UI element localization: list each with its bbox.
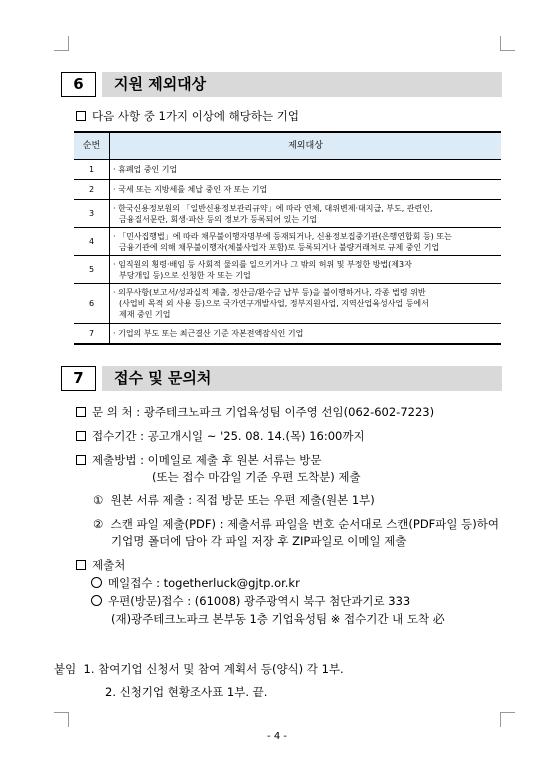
row-number: 4 [74, 228, 110, 256]
section-title: 지원 제외대상 [114, 75, 207, 93]
checkbox-icon [76, 560, 86, 570]
checkbox-icon [76, 455, 86, 465]
dest-email [91, 575, 300, 591]
row-number: 5 [74, 256, 110, 284]
row-number: 7 [74, 324, 110, 344]
dest-label: 제출처 [76, 557, 125, 573]
attachment-line-1: 붙임 1. 참여기업 신청서 및 참여 계획서 등(양식) 각 1부. [54, 662, 344, 676]
row-number: 6 [74, 284, 110, 324]
row-text-line: 금융질서문란, 회생·파산 등의 정보가 등록되어 있는 기업 [119, 214, 318, 224]
section-title-bar [102, 366, 502, 391]
row-text-line: (사업비 목적 외 사용 등)으로 국가연구개발사업, 정부지원사업, 지역산업육성사업 등에서 [119, 299, 429, 308]
checkbox-icon [76, 111, 86, 121]
bullet-circle-icon [91, 577, 102, 588]
row-text-line: 부당개입 등)으로 신청한 자 또는 기업 [119, 270, 251, 280]
row-text [110, 324, 502, 344]
section-number: 7 [61, 366, 96, 391]
attachment-line-2: 2. 신청기업 현황조사표 1부. 끝. [105, 685, 268, 699]
row-text [110, 228, 502, 256]
row-text [110, 160, 502, 180]
contact-line: 문 의 처 : 광주테크노파크 기업육성팀 이주영 선임(062-602-7223) [76, 404, 434, 420]
method-item-2: ② 스캔 파일 제출(PDF) : 제출서류 파일을 번호 순서대로 스캔(PDF파일 등)하여 [93, 517, 499, 531]
table-row [74, 324, 501, 344]
table-row [74, 200, 501, 228]
method-item-2-cont: 기업명 폴더에 담아 각 파일 저장 후 ZIP파일로 이메일 제출 [111, 534, 407, 548]
seal-glyph: 必 [432, 612, 445, 626]
bullet-circle-icon [91, 595, 102, 606]
method-line-2: (또는 접수 마감일 기준 우편 도착분) 제출 [152, 470, 361, 484]
table-header-row [74, 132, 501, 160]
row-text [110, 256, 502, 284]
row-text [110, 180, 502, 200]
row-text-line: · 한국신용정보원의 「일반신용정보관리규약」에 따라 연체, 대위변제·대지급, 부도, 관련인, [113, 203, 433, 213]
row-text-line: 금융기관에 의해 채무불이행자(체불사업자 포함)로 등록되거나 불량거래처로 규제 중인 기업 [119, 242, 440, 252]
table-row [74, 160, 501, 180]
crop-mark-bottom-left [54, 712, 69, 727]
section-6-header [61, 72, 502, 97]
row-number: 3 [74, 200, 110, 228]
table-row [74, 256, 501, 284]
row-text [110, 284, 502, 324]
section-title-bar [102, 72, 502, 97]
row-number: 1 [74, 160, 110, 180]
table-row [74, 180, 501, 200]
column-header-no: 순번 [74, 132, 110, 160]
method-line: 제출방법 : 이메일로 제출 후 원본 서류는 방문 [76, 452, 321, 468]
row-text-line: · 휴폐업 중인 기업 [113, 165, 178, 174]
crop-mark-top-right [500, 36, 515, 51]
checkbox-icon [76, 407, 86, 417]
table-row [74, 284, 501, 324]
exclusion-table [74, 131, 501, 345]
crop-mark-bottom-right [500, 712, 515, 727]
method-item-1: ① 원본 서류 제출 : 직접 방문 또는 우편 제출(원본 1부) [93, 493, 375, 507]
row-text-line: · 국세 또는 지방세를 체납 중인 자 또는 기업 [113, 185, 268, 194]
dest-post-2: (재)광주테크노파크 본부동 1층 기업육성팀 ※ 접수기간 내 도착 必 [111, 612, 445, 626]
checkbox-icon [76, 431, 86, 441]
email-link[interactable]: 메일접수 : togetherluck@gjtp.or.kr [108, 576, 300, 590]
page-number: - 4 - [267, 731, 287, 742]
section-number: 6 [61, 72, 96, 97]
row-text-line: · 기업의 부도 또는 최근결산 기준 자본전액잠식인 기업 [113, 328, 304, 338]
row-text-line: · 임직원의 횡령·배임 등 사회적 물의를 일으키거나 그 밖의 허위 및 부정한 방법(제3자 [113, 259, 412, 269]
crop-mark-top-left [54, 36, 69, 51]
row-text-line: · 의무사항(보고서/성과실적 제출, 정산금/환수금 납부 등)을 불이행하거나, 각종 법령 위반 [113, 288, 426, 297]
exclusion-intro: 다음 사항 중 1가지 이상에 해당하는 기업 [76, 108, 299, 124]
section-title: 접수 및 문의처 [114, 369, 212, 387]
table-row [74, 228, 501, 256]
dest-post: 우편(방문)접수 : (61008) 광주광역시 북구 첨단과기로 333 [91, 593, 410, 609]
period-line: 접수기간 : 공고개시일 ~ '25. 08. 14.(목) 16:00까지 [76, 428, 365, 444]
section-7-header [61, 366, 502, 391]
row-text-line: · 「민사집행법」에 따라 채무불이행자명부에 등재되거나, 신용정보집중기관(은행연합회 등) 또는 [113, 231, 452, 241]
row-text-line: 제재 중인 기업 [119, 310, 171, 319]
row-text [110, 200, 502, 228]
column-header-target: 제외대상 [110, 132, 502, 160]
row-number: 2 [74, 180, 110, 200]
